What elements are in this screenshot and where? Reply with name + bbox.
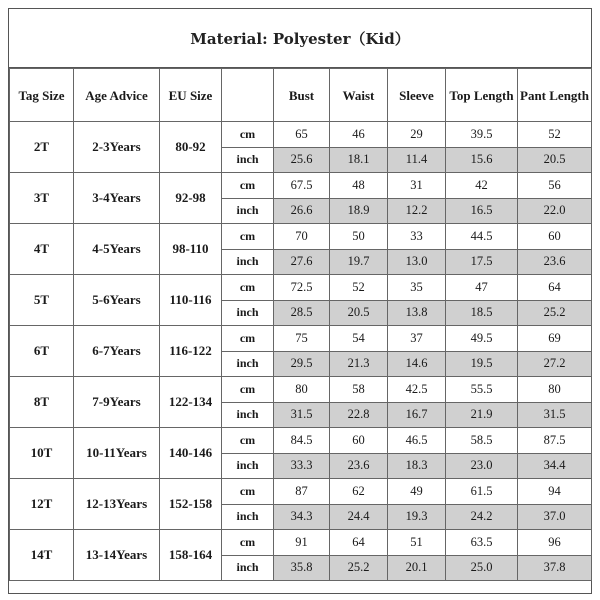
- chart-title: Material: Polyester（Kid）: [9, 9, 591, 68]
- pant-length-cell: 69: [518, 326, 592, 352]
- tag-size-cell: 2T: [10, 122, 74, 173]
- top-length-cell: 44.5: [446, 224, 518, 250]
- unit-cell-inch: inch: [222, 147, 274, 173]
- header-top-length: Top Length: [446, 69, 518, 122]
- pant-length-cell: 34.4: [518, 453, 592, 479]
- bust-cell: 31.5: [274, 402, 330, 428]
- eu-size-cell: 152-158: [160, 479, 222, 530]
- waist-cell: 21.3: [330, 351, 388, 377]
- bust-cell: 72.5: [274, 275, 330, 301]
- tag-size-cell: 14T: [10, 530, 74, 581]
- table-row-cm: [10, 530, 592, 556]
- top-length-cell: 16.5: [446, 198, 518, 224]
- unit-cell-cm: cm: [222, 428, 274, 454]
- unit-cell-inch: inch: [222, 555, 274, 581]
- bust-cell: 26.6: [274, 198, 330, 224]
- unit-cell-inch: inch: [222, 198, 274, 224]
- pant-length-cell: 27.2: [518, 351, 592, 377]
- top-length-cell: 25.0: [446, 555, 518, 581]
- sleeve-cell: 29: [388, 122, 446, 148]
- unit-cell-inch: inch: [222, 249, 274, 275]
- pant-length-cell: 80: [518, 377, 592, 403]
- table-row-cm: [10, 275, 592, 301]
- waist-cell: 23.6: [330, 453, 388, 479]
- bust-cell: 67.5: [274, 173, 330, 199]
- unit-cell-cm: cm: [222, 530, 274, 556]
- tag-size-cell: 8T: [10, 377, 74, 428]
- age-advice-cell: 5-6Years: [74, 275, 160, 326]
- sleeve-cell: 18.3: [388, 453, 446, 479]
- unit-cell-cm: cm: [222, 275, 274, 301]
- table-row-cm: [10, 377, 592, 403]
- sleeve-cell: 13.8: [388, 300, 446, 326]
- waist-cell: 19.7: [330, 249, 388, 275]
- pant-length-cell: 94: [518, 479, 592, 505]
- bust-cell: 29.5: [274, 351, 330, 377]
- waist-cell: 64: [330, 530, 388, 556]
- unit-cell-cm: cm: [222, 224, 274, 250]
- sleeve-cell: 13.0: [388, 249, 446, 275]
- top-length-cell: 19.5: [446, 351, 518, 377]
- top-length-cell: 15.6: [446, 147, 518, 173]
- waist-cell: 54: [330, 326, 388, 352]
- table-row-cm: [10, 326, 592, 352]
- size-chart: [8, 8, 592, 594]
- top-length-cell: 58.5: [446, 428, 518, 454]
- header-waist: Waist: [330, 69, 388, 122]
- waist-cell: 62: [330, 479, 388, 505]
- age-advice-cell: 2-3Years: [74, 122, 160, 173]
- bust-cell: 28.5: [274, 300, 330, 326]
- waist-cell: 48: [330, 173, 388, 199]
- bust-cell: 80: [274, 377, 330, 403]
- sleeve-cell: 20.1: [388, 555, 446, 581]
- top-length-cell: 24.2: [446, 504, 518, 530]
- waist-cell: 22.8: [330, 402, 388, 428]
- pant-length-cell: 64: [518, 275, 592, 301]
- sleeve-cell: 37: [388, 326, 446, 352]
- waist-cell: 46: [330, 122, 388, 148]
- eu-size-cell: 122-134: [160, 377, 222, 428]
- header-unit: [222, 69, 274, 122]
- sleeve-cell: 46.5: [388, 428, 446, 454]
- top-length-cell: 47: [446, 275, 518, 301]
- age-advice-cell: 13-14Years: [74, 530, 160, 581]
- header-sleeve: Sleeve: [388, 69, 446, 122]
- age-advice-cell: 7-9Years: [74, 377, 160, 428]
- header-pant-length: Pant Length: [518, 69, 592, 122]
- top-length-cell: 61.5: [446, 479, 518, 505]
- unit-cell-inch: inch: [222, 504, 274, 530]
- tag-size-cell: 12T: [10, 479, 74, 530]
- bust-cell: 84.5: [274, 428, 330, 454]
- eu-size-cell: 110-116: [160, 275, 222, 326]
- top-length-cell: 18.5: [446, 300, 518, 326]
- pant-length-cell: 37.0: [518, 504, 592, 530]
- bust-cell: 91: [274, 530, 330, 556]
- table-body: [10, 122, 592, 581]
- sleeve-cell: 16.7: [388, 402, 446, 428]
- sleeve-cell: 12.2: [388, 198, 446, 224]
- unit-cell-inch: inch: [222, 300, 274, 326]
- sleeve-cell: 49: [388, 479, 446, 505]
- eu-size-cell: 98-110: [160, 224, 222, 275]
- unit-cell-cm: cm: [222, 377, 274, 403]
- pant-length-cell: 37.8: [518, 555, 592, 581]
- header-tag-size: Tag Size: [10, 69, 74, 122]
- top-length-cell: 39.5: [446, 122, 518, 148]
- table-row-cm: [10, 479, 592, 505]
- pant-length-cell: 25.2: [518, 300, 592, 326]
- bust-cell: 35.8: [274, 555, 330, 581]
- eu-size-cell: 116-122: [160, 326, 222, 377]
- top-length-cell: 17.5: [446, 249, 518, 275]
- top-length-cell: 63.5: [446, 530, 518, 556]
- tag-size-cell: 4T: [10, 224, 74, 275]
- header-bust: Bust: [274, 69, 330, 122]
- top-length-cell: 55.5: [446, 377, 518, 403]
- header-age-advice: Age Advice: [74, 69, 160, 122]
- eu-size-cell: 80-92: [160, 122, 222, 173]
- waist-cell: 18.9: [330, 198, 388, 224]
- table-row-cm: [10, 173, 592, 199]
- waist-cell: 24.4: [330, 504, 388, 530]
- waist-cell: 25.2: [330, 555, 388, 581]
- eu-size-cell: 92-98: [160, 173, 222, 224]
- unit-cell-inch: inch: [222, 453, 274, 479]
- header-row: [10, 69, 592, 122]
- age-advice-cell: 12-13Years: [74, 479, 160, 530]
- age-advice-cell: 10-11Years: [74, 428, 160, 479]
- sleeve-cell: 14.6: [388, 351, 446, 377]
- sleeve-cell: 11.4: [388, 147, 446, 173]
- eu-size-cell: 158-164: [160, 530, 222, 581]
- tag-size-cell: 3T: [10, 173, 74, 224]
- pant-length-cell: 23.6: [518, 249, 592, 275]
- size-table: [9, 68, 592, 581]
- tag-size-cell: 6T: [10, 326, 74, 377]
- sleeve-cell: 33: [388, 224, 446, 250]
- table-row-cm: [10, 428, 592, 454]
- pant-length-cell: 60: [518, 224, 592, 250]
- bust-cell: 87: [274, 479, 330, 505]
- tag-size-cell: 5T: [10, 275, 74, 326]
- unit-cell-cm: cm: [222, 479, 274, 505]
- table-row-cm: [10, 122, 592, 148]
- pant-length-cell: 87.5: [518, 428, 592, 454]
- waist-cell: 58: [330, 377, 388, 403]
- pant-length-cell: 22.0: [518, 198, 592, 224]
- waist-cell: 50: [330, 224, 388, 250]
- bust-cell: 27.6: [274, 249, 330, 275]
- bust-cell: 25.6: [274, 147, 330, 173]
- bust-cell: 70: [274, 224, 330, 250]
- waist-cell: 18.1: [330, 147, 388, 173]
- sleeve-cell: 42.5: [388, 377, 446, 403]
- tag-size-cell: 10T: [10, 428, 74, 479]
- age-advice-cell: 6-7Years: [74, 326, 160, 377]
- waist-cell: 52: [330, 275, 388, 301]
- sleeve-cell: 31: [388, 173, 446, 199]
- sleeve-cell: 19.3: [388, 504, 446, 530]
- unit-cell-cm: cm: [222, 326, 274, 352]
- sleeve-cell: 35: [388, 275, 446, 301]
- eu-size-cell: 140-146: [160, 428, 222, 479]
- age-advice-cell: 4-5Years: [74, 224, 160, 275]
- pant-length-cell: 20.5: [518, 147, 592, 173]
- unit-cell-inch: inch: [222, 351, 274, 377]
- waist-cell: 20.5: [330, 300, 388, 326]
- pant-length-cell: 52: [518, 122, 592, 148]
- pant-length-cell: 96: [518, 530, 592, 556]
- top-length-cell: 21.9: [446, 402, 518, 428]
- pant-length-cell: 56: [518, 173, 592, 199]
- unit-cell-cm: cm: [222, 122, 274, 148]
- bust-cell: 75: [274, 326, 330, 352]
- unit-cell-inch: inch: [222, 402, 274, 428]
- bust-cell: 33.3: [274, 453, 330, 479]
- age-advice-cell: 3-4Years: [74, 173, 160, 224]
- bust-cell: 65: [274, 122, 330, 148]
- pant-length-cell: 31.5: [518, 402, 592, 428]
- table-row-cm: [10, 224, 592, 250]
- unit-cell-cm: cm: [222, 173, 274, 199]
- top-length-cell: 49.5: [446, 326, 518, 352]
- bust-cell: 34.3: [274, 504, 330, 530]
- top-length-cell: 23.0: [446, 453, 518, 479]
- sleeve-cell: 51: [388, 530, 446, 556]
- header-eu-size: EU Size: [160, 69, 222, 122]
- waist-cell: 60: [330, 428, 388, 454]
- top-length-cell: 42: [446, 173, 518, 199]
